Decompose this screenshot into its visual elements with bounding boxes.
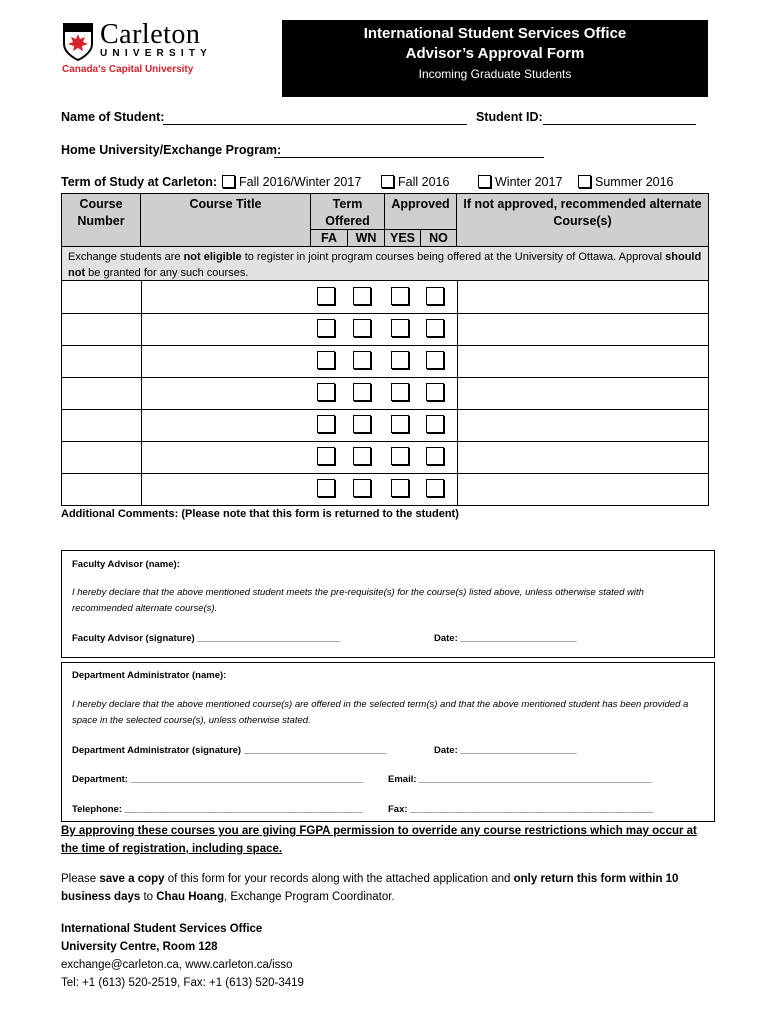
term-option-label: Fall 2016/Winter 2017 (239, 175, 362, 189)
col-divider (457, 281, 458, 505)
student-name-field[interactable] (163, 110, 467, 125)
instructions (61, 870, 701, 906)
home-university-label: Home University/Exchange Program: (61, 143, 282, 157)
yes-checkbox[interactable] (391, 351, 409, 369)
term-option-label: Winter 2017 (495, 175, 563, 189)
term-option-fall-winter[interactable] (222, 175, 361, 189)
no-checkbox[interactable] (426, 287, 444, 305)
contact-email-web: exchange@carleton.ca, www.carleton.ca/isso (61, 959, 293, 971)
col-approved: Approved (385, 194, 457, 229)
wn-checkbox[interactable] (353, 447, 371, 465)
term-option-winter[interactable] (478, 175, 562, 189)
student-name-label: Name of Student: (61, 110, 165, 124)
department-field[interactable]: Department: ____________________________________________ (72, 774, 364, 785)
contact-phone-fax: Tel: +1 (613) 520-2519, Fax: +1 (613) 520-3419 (61, 977, 304, 989)
note-bold: should not (68, 251, 702, 279)
eligibility-note (62, 246, 708, 281)
faculty-name-label: Faculty Advisor (name): (72, 559, 180, 570)
yes-checkbox[interactable] (391, 415, 409, 433)
instruction-text: of this form for your records along with the attached application and (164, 873, 514, 885)
yes-checkbox[interactable] (391, 287, 409, 305)
no-checkbox[interactable] (426, 351, 444, 369)
yes-checkbox[interactable] (391, 319, 409, 337)
wn-checkbox[interactable] (353, 351, 371, 369)
wn-checkbox[interactable] (353, 383, 371, 401)
fax-field[interactable]: Fax: ______________________________________________ (388, 804, 654, 815)
faculty-signature-field[interactable]: Faculty Advisor (signature) ___________________________ (72, 633, 340, 644)
no-checkbox[interactable] (426, 447, 444, 465)
dept-date-field[interactable]: Date: ______________________ (434, 745, 577, 756)
term-option-summer[interactable] (578, 175, 674, 189)
col-course-number: Course Number (62, 194, 141, 246)
fa-checkbox[interactable] (317, 351, 335, 369)
home-university-field[interactable] (274, 143, 544, 158)
email-field[interactable]: Email: ____________________________________________ (388, 774, 652, 785)
col-divider (141, 281, 142, 505)
term-option-label: Summer 2016 (595, 175, 674, 189)
term-option-label: Fall 2016 (398, 175, 450, 189)
term-label: Term of Study at Carleton: (61, 175, 218, 189)
sub-wn: WN (348, 229, 385, 246)
fa-checkbox[interactable] (317, 287, 335, 305)
form-subtitle: Incoming Graduate Students (418, 67, 572, 81)
note-text: Exchange students are (68, 251, 184, 263)
contact-room: University Centre, Room 128 (61, 941, 218, 953)
wn-checkbox[interactable] (353, 287, 371, 305)
col-alternate: If not approved, recommended alternate Course(s) (457, 194, 708, 246)
note-text: to register in joint program courses being offered at the University of Ottawa. Approval (241, 251, 666, 263)
instruction-bold: Chau Hoang (156, 891, 224, 903)
comments-label: Additional Comments: (Please note that this form is returned to the student) (61, 508, 459, 520)
table-row-divider (62, 409, 708, 410)
fa-checkbox[interactable] (317, 415, 335, 433)
wn-checkbox[interactable] (353, 415, 371, 433)
header-title: International Student Services Office (363, 25, 627, 42)
checkbox[interactable] (381, 175, 394, 188)
faculty-date-field[interactable]: Date: ______________________ (434, 633, 577, 644)
fa-checkbox[interactable] (317, 447, 335, 465)
no-checkbox[interactable] (426, 479, 444, 497)
instruction-text: to (140, 891, 157, 903)
wn-checkbox[interactable] (353, 479, 371, 497)
col-course-title: Course Title (141, 194, 311, 246)
instruction-bold: only return this form within 10 business days (61, 873, 679, 903)
dept-name-label: Department Administrator (name): (72, 670, 227, 681)
checkbox[interactable] (222, 175, 235, 188)
student-id-label: Student ID: (476, 110, 543, 124)
table-row-divider (62, 345, 708, 346)
faculty-declaration: I hereby declare that the above mentioned student meets the pre-requisite(s) for the course(s) listed above, unless otherwise stated with recommended alternate course(s). (72, 587, 644, 614)
sub-yes: YES (385, 229, 421, 246)
yes-checkbox[interactable] (391, 447, 409, 465)
table-row-divider (62, 377, 708, 378)
sub-no: NO (421, 229, 457, 246)
note-text: be granted for any such courses. (85, 267, 249, 279)
no-checkbox[interactable] (426, 319, 444, 337)
checkbox[interactable] (478, 175, 491, 188)
logo-tagline: Canada's Capital University (62, 64, 194, 75)
form-title: Advisor’s Approval Form (405, 45, 585, 62)
department-admin-section (61, 662, 715, 822)
fa-checkbox[interactable] (317, 319, 335, 337)
fa-checkbox[interactable] (317, 479, 335, 497)
yes-checkbox[interactable] (391, 479, 409, 497)
col-term-offered: Term Offered (311, 194, 385, 229)
student-id-field[interactable] (543, 110, 696, 125)
wn-checkbox[interactable] (353, 319, 371, 337)
logo-name: Carleton (100, 19, 201, 50)
logo-university: UNIVERSITY (100, 48, 213, 59)
dept-declaration: I hereby declare that the above mentioned course(s) are offered in the selected term(s) and that the above mentioned student has been provided a space in the selected course(s), unless otherwise stated. (72, 699, 689, 726)
no-checkbox[interactable] (426, 415, 444, 433)
table-row-divider (62, 441, 708, 442)
table-row-divider (62, 473, 708, 474)
yes-checkbox[interactable] (391, 383, 409, 401)
instruction-bold: save a copy (99, 873, 165, 885)
instruction-text: , Exchange Program Coordinator. (223, 891, 395, 903)
note-bold: not eligible (183, 251, 242, 263)
faculty-advisor-section (61, 550, 715, 658)
checkbox[interactable] (578, 175, 591, 188)
dept-signature-field[interactable]: Department Administrator (signature) ___________________________ (72, 745, 387, 756)
no-checkbox[interactable] (426, 383, 444, 401)
contact-office: International Student Services Office (61, 923, 263, 935)
instruction-text: Please (61, 873, 100, 885)
table-row-divider (62, 313, 708, 314)
approval-note: By approving these courses you are giving FGPA permission to override any course restrictions which may occur at the time of registration, including space. (61, 825, 697, 855)
telephone-field[interactable]: Telephone: _____________________________________________ (72, 804, 363, 815)
fa-checkbox[interactable] (317, 383, 335, 401)
form-header (282, 20, 708, 97)
course-table (61, 193, 709, 506)
shield-icon (62, 22, 94, 62)
term-option-fall[interactable] (381, 175, 449, 189)
sub-fa: FA (311, 229, 348, 246)
